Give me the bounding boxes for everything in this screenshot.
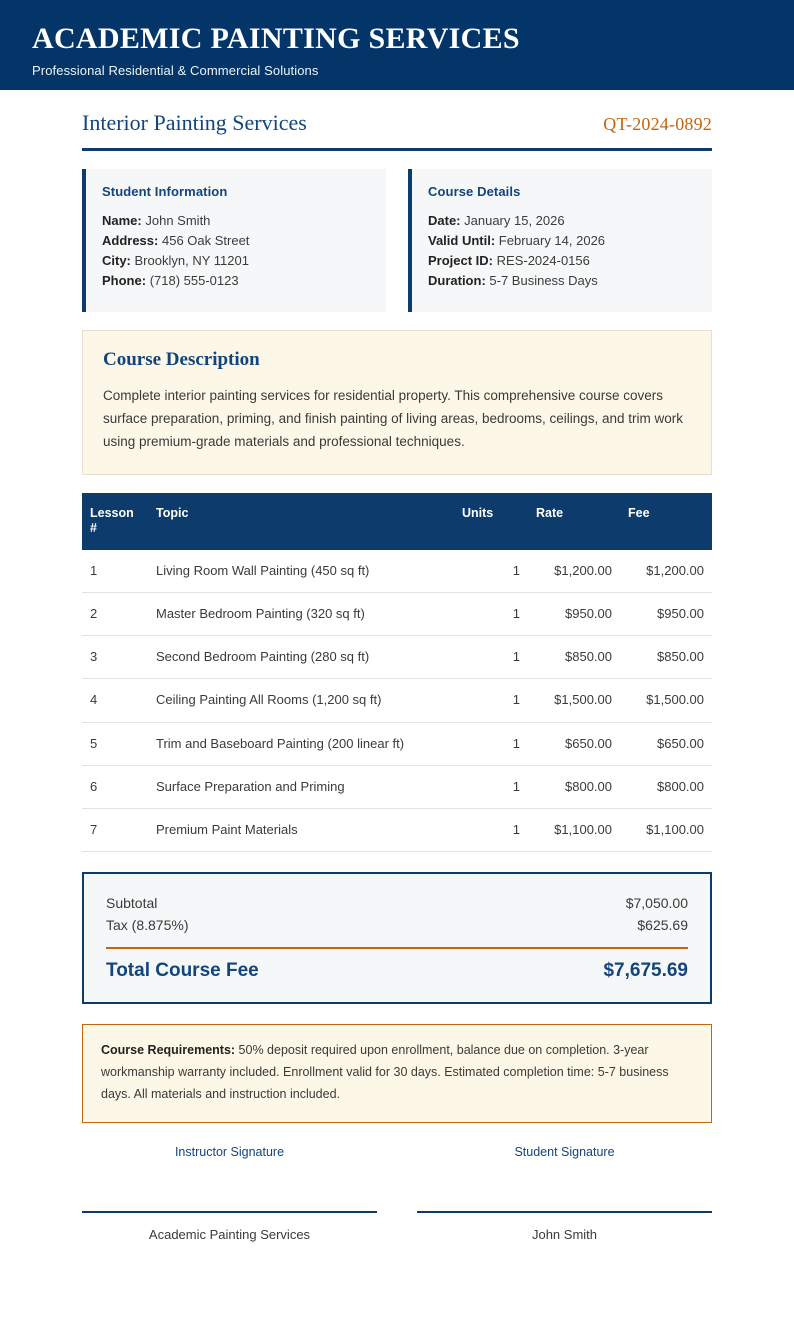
column-header-topic: Topic bbox=[148, 493, 454, 550]
student-information-panel bbox=[82, 169, 386, 312]
row-topic: Living Room Wall Painting (450 sq ft) bbox=[148, 550, 454, 593]
course-valid-until-label: Valid Until: bbox=[428, 233, 496, 249]
row-rate: $800.00 bbox=[528, 765, 620, 808]
document-masthead bbox=[0, 0, 794, 90]
student-phone-label: Phone: bbox=[102, 273, 147, 289]
total-row bbox=[106, 960, 688, 982]
subtotal-row bbox=[106, 892, 688, 914]
info-panels bbox=[0, 151, 794, 312]
table-row bbox=[82, 593, 712, 636]
student-name-value: John Smith bbox=[145, 213, 211, 228]
student-information-heading: Student Information bbox=[102, 184, 228, 199]
totals-section bbox=[0, 852, 794, 1004]
student-name-line bbox=[102, 211, 370, 231]
column-header-fee: Fee bbox=[620, 493, 712, 550]
course-requirements-panel bbox=[82, 1024, 712, 1123]
row-rate: $1,500.00 bbox=[528, 679, 620, 722]
table-row bbox=[82, 636, 712, 679]
course-project-id-value: RES-2024-0156 bbox=[496, 253, 590, 269]
row-lesson-number: 1 bbox=[82, 550, 148, 593]
row-fee: $1,100.00 bbox=[620, 809, 712, 852]
instructor-signature-block bbox=[82, 1145, 377, 1242]
course-project-id-label: Project ID: bbox=[428, 253, 494, 269]
document-title-bar bbox=[0, 90, 794, 151]
row-lesson-number: 5 bbox=[82, 722, 148, 765]
page-footer-spacer bbox=[0, 1242, 794, 1312]
row-units: 1 bbox=[454, 679, 528, 722]
row-lesson-number: 6 bbox=[82, 765, 148, 808]
row-units: 1 bbox=[454, 593, 528, 636]
row-lesson-number: 7 bbox=[82, 809, 148, 852]
course-duration-label: Duration: bbox=[428, 273, 486, 289]
total-label: Total Course Fee bbox=[106, 960, 259, 982]
row-fee: $950.00 bbox=[620, 593, 712, 636]
table-row bbox=[82, 550, 712, 593]
student-signature-block bbox=[417, 1145, 712, 1242]
row-units: 1 bbox=[454, 765, 528, 808]
row-lesson-number: 2 bbox=[82, 593, 148, 636]
student-signature-label: Student Signature bbox=[514, 1145, 615, 1160]
row-topic: Surface Preparation and Priming bbox=[148, 765, 454, 808]
course-description-body: Complete interior painting services for residential property. This comprehensive course covers surface preparation, priming, and finish painting of living areas, bedrooms, ceilings, and trim work using premium-grade materials and professional techniques. bbox=[103, 388, 684, 450]
row-topic: Premium Paint Materials bbox=[148, 809, 454, 852]
line-items-section bbox=[0, 475, 794, 853]
row-rate: $1,100.00 bbox=[528, 809, 620, 852]
row-topic: Ceiling Painting All Rooms (1,200 sq ft) bbox=[148, 679, 454, 722]
subtotal-value: $7,050.00 bbox=[625, 895, 688, 912]
student-address-label: Address: bbox=[102, 233, 159, 249]
student-phone-value: (718) 555-0123 bbox=[149, 273, 239, 289]
student-phone-line bbox=[102, 271, 370, 291]
row-lesson-number: 4 bbox=[82, 679, 148, 722]
table-row bbox=[82, 765, 712, 808]
course-date-value: January 15, 2026 bbox=[464, 213, 565, 228]
course-details-panel bbox=[408, 169, 712, 312]
column-header-units: Units bbox=[454, 493, 528, 550]
course-description-section bbox=[0, 312, 794, 475]
row-fee: $800.00 bbox=[620, 765, 712, 808]
totals-divider bbox=[106, 947, 688, 949]
table-row bbox=[82, 722, 712, 765]
student-address-line bbox=[102, 231, 370, 251]
company-name: ACADEMIC PAINTING SERVICES bbox=[32, 22, 520, 55]
row-lesson-number: 3 bbox=[82, 636, 148, 679]
student-city-value: Brooklyn, NY 11201 bbox=[134, 253, 249, 269]
terms-section bbox=[0, 1004, 794, 1123]
line-items-body bbox=[82, 550, 712, 852]
course-duration-line bbox=[428, 271, 696, 291]
row-fee: $850.00 bbox=[620, 636, 712, 679]
table-row bbox=[82, 679, 712, 722]
tax-value: $625.69 bbox=[637, 917, 688, 934]
row-topic: Trim and Baseboard Painting (200 linear ft) bbox=[148, 722, 454, 765]
page-title: Interior Painting Services bbox=[82, 110, 307, 135]
tax-label: Tax (8.875%) bbox=[106, 917, 189, 934]
row-rate: $850.00 bbox=[528, 636, 620, 679]
instructor-signature-label: Instructor Signature bbox=[174, 1145, 285, 1160]
row-rate: $650.00 bbox=[528, 722, 620, 765]
row-topic: Master Bedroom Painting (320 sq ft) bbox=[148, 593, 454, 636]
student-signature-name: John Smith bbox=[531, 1227, 598, 1243]
course-valid-until-value: February 14, 2026 bbox=[498, 233, 606, 249]
row-rate: $950.00 bbox=[528, 593, 620, 636]
row-rate: $1,200.00 bbox=[528, 550, 620, 593]
student-address-value: 456 Oak Street bbox=[161, 233, 250, 249]
signatures-section bbox=[0, 1123, 794, 1242]
row-fee: $650.00 bbox=[620, 722, 712, 765]
instructor-signature-name: Academic Painting Services bbox=[148, 1227, 311, 1243]
row-units: 1 bbox=[454, 722, 528, 765]
row-topic: Second Bedroom Painting (280 sq ft) bbox=[148, 636, 454, 679]
course-date-label: Date: bbox=[428, 213, 461, 228]
row-units: 1 bbox=[454, 636, 528, 679]
totals-panel bbox=[82, 872, 712, 1004]
student-city-line bbox=[102, 251, 370, 271]
row-fee: $1,200.00 bbox=[620, 550, 712, 593]
quote-number: QT-2024-0892 bbox=[603, 114, 712, 134]
student-city-label: City: bbox=[102, 253, 131, 269]
company-tagline: Professional Residential & Commercial Solutions bbox=[32, 62, 319, 78]
course-requirements-text bbox=[101, 1040, 693, 1105]
course-requirements-label: Course Requirements: bbox=[101, 1043, 236, 1058]
tax-row bbox=[106, 914, 688, 936]
row-units: 1 bbox=[454, 550, 528, 593]
column-header-rate: Rate bbox=[528, 493, 620, 550]
course-requirements-body: 50% deposit required upon enrollment, balance due on completion. 3-year workmanship warranty included. Enrollment valid for 30 days. Estimated completion time: 5-7 business days. All materials and instruction included. bbox=[101, 1043, 669, 1101]
subtotal-label: Subtotal bbox=[106, 895, 158, 912]
table-row bbox=[82, 809, 712, 852]
table-header-row bbox=[82, 493, 712, 550]
line-items-header bbox=[82, 493, 712, 550]
column-header-lesson-number: Lesson # bbox=[82, 493, 148, 550]
course-description-panel bbox=[82, 330, 712, 475]
line-items-table bbox=[82, 493, 712, 853]
row-units: 1 bbox=[454, 809, 528, 852]
course-date-line bbox=[428, 211, 696, 231]
course-details-heading: Course Details bbox=[428, 184, 521, 199]
course-valid-until-line bbox=[428, 231, 696, 251]
total-value: $7,675.69 bbox=[603, 960, 688, 982]
course-duration-value: 5-7 Business Days bbox=[489, 273, 598, 289]
course-description-heading: Course Description bbox=[103, 349, 260, 370]
student-name-label: Name: bbox=[102, 213, 142, 228]
row-fee: $1,500.00 bbox=[620, 679, 712, 722]
course-project-id-line bbox=[428, 251, 696, 271]
